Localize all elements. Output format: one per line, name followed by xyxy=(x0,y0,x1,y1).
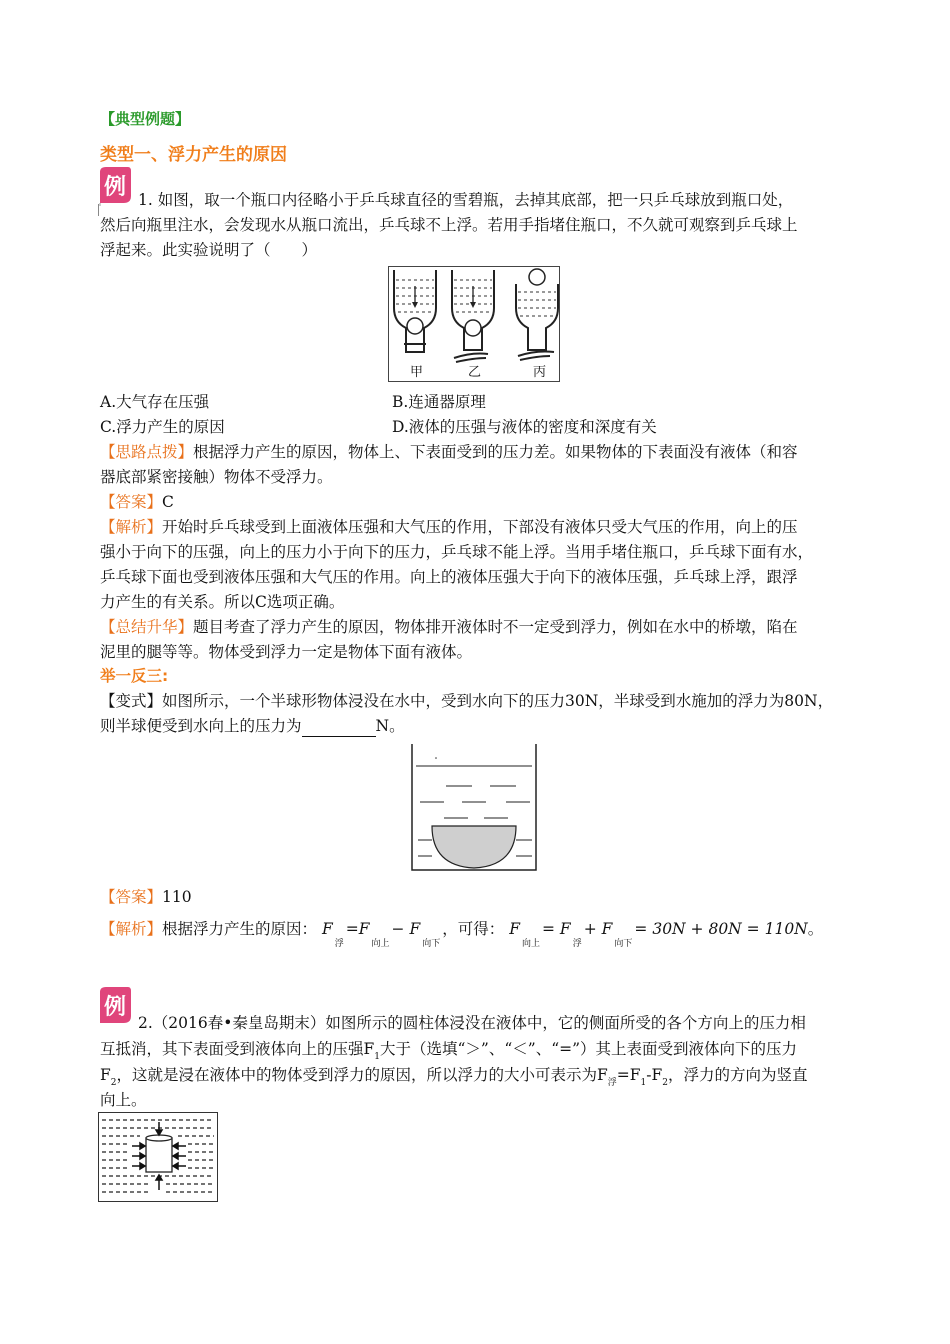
cylinder-figure xyxy=(98,1112,218,1202)
variant-analysis-tag: 【解析】 xyxy=(100,920,163,938)
badge-char: 例 xyxy=(103,175,127,200)
formula2-sub-float: 浮 xyxy=(572,939,582,949)
formula-sub-up: 向上 xyxy=(371,939,390,949)
analysis-text1: 开始时乒乓球受到上面液体压强和大气压的作用，下部没有液体只受大气压的作用，向上的压 xyxy=(162,518,798,536)
example1-line1: 1. 如图，取一个瓶口内径略小于乒乓球直径的雪碧瓶，去掉其底部，把一只乒乓球放到瓶口处， xyxy=(138,191,794,209)
example2-l3-mid: ，这就是浸在液体中的物体受到浮力的原因，所以浮力的大小可表示为F xyxy=(116,1066,608,1084)
variant-analysis-pre: 根据浮力产生的原因： xyxy=(162,920,318,938)
formula-f-down: F xyxy=(409,920,421,938)
example2-line1: 2.（2016春•秦皇岛期末）如图所示的圆柱体浸没在液体中，它的侧面所受的各个方向上的压力相 xyxy=(138,1014,806,1032)
variant-answer-line xyxy=(100,886,860,908)
answer-blank xyxy=(302,720,376,737)
example2-l3-post: ，浮力的方向为竖直 xyxy=(668,1066,808,1084)
formula-f-float: F xyxy=(321,920,333,938)
formula2-sub-down: 向下 xyxy=(614,939,633,949)
variant-analysis-post: 。 xyxy=(807,920,824,938)
example2-l2-sub1: 1 xyxy=(374,1052,380,1062)
answer-line xyxy=(100,491,860,513)
variant-line1 xyxy=(100,690,860,712)
figure-label-bing: 丙 xyxy=(533,365,547,380)
analysis-line4: 力产生的有关系。所以C选项正确。 xyxy=(100,593,345,611)
summary-tag: 【总结升华】 xyxy=(100,618,194,636)
hemisphere-figure xyxy=(410,744,540,872)
variant-title: 举一反三: xyxy=(100,667,169,685)
example2-l2-pre: 互抵消，其下表面受到液体向上的压强F xyxy=(100,1040,375,1058)
summary-line2: 泥里的腿等等。物体受到浮力一定是物体下面有液体。 xyxy=(100,643,473,661)
formula2-f-up: F xyxy=(509,920,520,938)
formula-sub-down: 向下 xyxy=(422,939,441,949)
example-badge-icon xyxy=(98,166,132,206)
example2-l3-f: F xyxy=(100,1066,111,1084)
hint-text1: 根据浮力产生的原因，物体上、下表面受到的压力差。如果物体的下表面没有液体（和容 xyxy=(193,443,798,461)
answer-tag: 【答案】 xyxy=(100,493,163,511)
example2-l3-sub-2: 2 xyxy=(662,1078,668,1088)
analysis-tag: 【解析】 xyxy=(100,518,163,536)
example1-line2: 然后向瓶里注水，会发现水从瓶口流出，乒乓球不上浮。若用手指堵住瓶口，不久就可观察到乒乓球上 xyxy=(100,216,798,234)
formula-f-up: F xyxy=(358,920,370,938)
example2-l2-post: 大于（选填“＞”、“＜”、“=”）其上表面受到液体向下的压力 xyxy=(380,1040,798,1058)
formula-minus: − xyxy=(391,920,405,938)
example2-l3-sub-1: 1 xyxy=(640,1078,647,1088)
section-heading: 【典型例题】 xyxy=(100,110,191,128)
example2-badge-icon xyxy=(98,986,132,1026)
formula-sub-float: 浮 xyxy=(334,939,344,949)
formula2-plus: + xyxy=(583,920,597,938)
variant-line2 xyxy=(100,715,860,737)
formula2-f-down: F xyxy=(601,920,613,938)
example2-line4: 向上。 xyxy=(100,1091,147,1109)
analysis-line1 xyxy=(100,516,860,538)
formula-eq: = xyxy=(345,920,359,938)
option-a: A.大气存在压强 xyxy=(100,393,210,411)
example2-l3-sub2: 2 xyxy=(110,1078,117,1088)
option-c: C.浮力产生的原因 xyxy=(100,418,225,436)
variant-unit: N。 xyxy=(375,717,405,735)
analysis-line3: 乒乓球下面也受到液体压强和大气压的作用。向上的液体压强大于向下的液体压强，乒乓球上浮，跟浮 xyxy=(100,568,798,586)
variant-analysis-mid: ，可得： xyxy=(442,920,505,938)
variant-answer-tag: 【答案】 xyxy=(100,888,163,906)
example2-l3-sub-float: 浮 xyxy=(607,1078,617,1088)
figure-label-yi: 乙 xyxy=(468,365,482,380)
example1-line3: 浮起来。此实验说明了（ ） xyxy=(100,241,318,259)
formula2-f-float: F xyxy=(559,920,571,938)
type-title: 类型一、浮力产生的原因 xyxy=(100,145,287,165)
bottle-figure xyxy=(388,266,560,382)
example2-l3-eq: =F xyxy=(616,1066,641,1084)
option-b: B.连通器原理 xyxy=(392,393,486,411)
summary-text1: 题目考查了浮力产生的原因，物体排开液体时不一定受到浮力，例如在水中的桥墩，陷在 xyxy=(193,618,798,636)
example2-l3-minus: -F xyxy=(646,1066,663,1084)
formula2-result: = 30N + 80N = 110N xyxy=(634,920,808,938)
option-d: D.液体的压强与液体的密度和深度有关 xyxy=(392,418,657,436)
hint-line1 xyxy=(100,441,860,463)
figure-label-jia: 甲 xyxy=(410,365,424,380)
formula2-sub-up: 向上 xyxy=(521,939,540,949)
badge-tick xyxy=(98,204,99,216)
badge2-char: 例 xyxy=(103,995,127,1020)
variant-analysis-line xyxy=(100,918,824,949)
summary-line1 xyxy=(100,616,860,638)
variant-text1: 如图所示，一个半球形物体浸没在水中，受到水向下的压力30N，半球受到水施加的浮力为80N， xyxy=(162,692,834,710)
variant-text2: 则半球便受到水向上的压力为 xyxy=(100,717,302,735)
analysis-line2: 强小于向下的压强，向上的压力小于向下的压力，乒乓球不能上浮。当用手堵住瓶口，乒乓球下面有水， xyxy=(100,543,814,561)
answer-value: C xyxy=(162,493,174,511)
hint-tag: 【思路点拨】 xyxy=(100,443,194,461)
variant-tag: 【变式】 xyxy=(100,692,163,710)
variant-answer-value: 110 xyxy=(162,888,192,906)
hint-line2: 器底部紧密接触）物体不受浮力。 xyxy=(100,468,333,486)
formula2-eq: = xyxy=(541,920,555,938)
